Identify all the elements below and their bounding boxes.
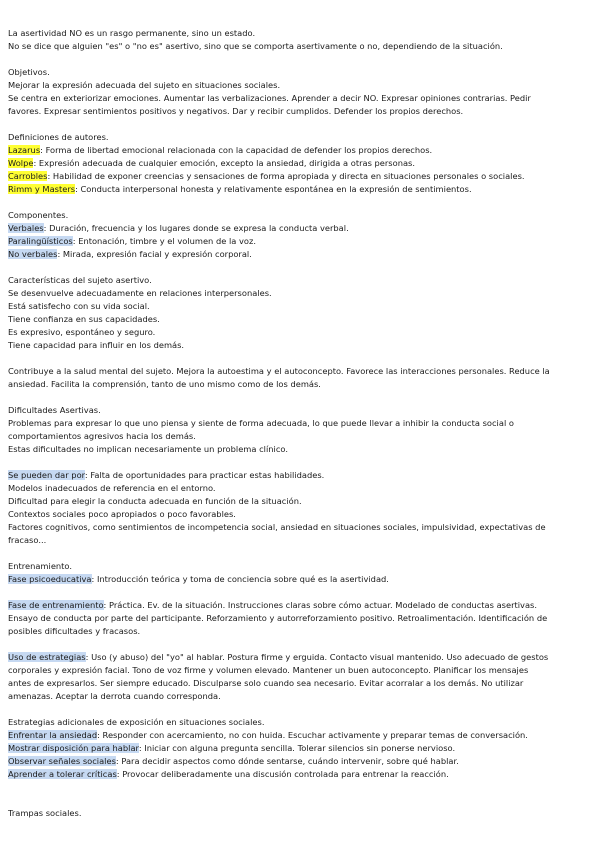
causas-text: : Falta de oportunidades para practicar estas habilidades. [84,470,325,480]
objetivos-section [8,66,594,118]
paragraph-line: corporales y expresión facial. Tono de voz firme y volumen elevado. Mantener un buen autoconcepto. Planificar los mensajes [8,665,529,675]
list-item: Contextos sociales poco apropiados o poco favorables. [8,509,236,519]
strategy-item [8,729,594,742]
paragraph-line: Contribuye a la salud mental del sujeto. Mejora la autoestima y el autoconcepto. Favorece las interacciones personales. Reduce la [8,366,550,376]
component-item [8,235,594,248]
list-item: Factores cognitivos, como sentimientos de incompetencia social, ansiedad en situaciones sociales, impulsividad, expectativas de [8,522,546,532]
paragraph-line: ansiedad. Facilita la comprensión, tanto de uno mismo como de los demás. [8,379,321,389]
highlighted-term: Paralingüísticos [8,236,73,246]
componentes-section [8,209,594,261]
paragraph-line: Ensayo de conducta por parte del participante. Reforzamiento y autorreforzamiento positivo. Retroalimentación. Identificación de [8,613,548,623]
section-heading: Componentes. [8,210,69,220]
strategy-text: : Provocar deliberadamente una discusión controlada para entrenar la reacción. [116,769,449,779]
component-text: : Duración, frecuencia y los lugares donde se expresa la conducta verbal. [43,223,349,233]
phase-item [8,651,594,664]
list-item: Dificultad para elegir la conducta adecuada en función de la situación. [8,496,302,506]
strategy-text: : Responder con acercamiento, no con huida. Escuchar activamente y preparar temas de conversación. [97,730,528,740]
highlighted-term: Fase psicoeducativa [8,574,92,584]
highlighted-term: Aprender a tolerar críticas [8,769,117,779]
list-item: Está satisfecho con su vida social. [8,301,150,311]
list-item: Se desenvuelve adecuadamente en relaciones interpersonales. [8,288,272,298]
highlighted-term: Rimm y Masters [8,184,76,194]
definition-text: : Conducta interpersonal honesta y relativamente espontánea en la expresión de sentimientos. [75,184,472,194]
highlighted-term: Mostrar disposición para hablar [8,743,139,753]
intro-section [8,27,594,53]
definition-item [8,170,594,183]
section-heading: Definiciones de autores. [8,132,109,142]
paragraph-line: Mejorar la expresión adecuada del sujeto en situaciones sociales. [8,80,281,90]
strategy-text: : Iniciar con alguna pregunta sencilla. Tolerar silencios sin ponerse nervioso. [138,743,456,753]
definition-text: : Habilidad de exponer creencias y sensaciones de forma apropiada y directa en situaciones personales o sociales. [47,171,525,181]
paragraph-line: Estas dificultades no implican necesariamente un problema clínico. [8,444,288,454]
definition-item [8,183,594,196]
paragraph-line: Problemas para expresar lo que uno piensa y siente de forma adecuada, lo que puede llevar a inhibir la conducta social o [8,418,514,428]
list-item: Modelos inadecuados de referencia en el entorno. [8,483,216,493]
component-item [8,248,594,261]
definiciones-section [8,131,594,196]
paragraph-line: posibles dificultades y fracasos. [8,626,141,636]
component-item [8,222,594,235]
exposicion-section [8,716,594,781]
list-item: Tiene capacidad para influir en los demás. [8,340,185,350]
phase-text: : Práctica. Ev. de la situación. Instrucciones claras sobre cómo actuar. Modelado de conductas asertivas. [103,600,538,610]
strategy-item [8,755,594,768]
highlighted-term: Se pueden dar por [8,470,85,480]
highlighted-term: Uso de estrategias [8,652,86,662]
phase-item [8,599,594,612]
component-text: : Entonación, timbre y el volumen de la voz. [72,236,256,246]
highlighted-term: Verbales [8,223,44,233]
highlighted-term: No verbales [8,249,58,259]
paragraph-line: comportamientos agresivos hacia los demás. [8,431,196,441]
component-text: : Mirada, expresión facial y expresión corporal. [57,249,252,259]
section-heading: Objetivos. [8,67,50,77]
contribuye-section [8,365,594,391]
fase-entrenamiento-section [8,599,594,638]
list-item: Es expresivo, espontáneo y seguro. [8,327,156,337]
intro-line: La asertividad NO es un rasgo permanente, sino un estado. [8,28,256,38]
estrategias-section [8,651,594,703]
caracteristicas-section [8,274,594,352]
section-heading: Trampas sociales. [8,808,82,818]
dificultades-section [8,404,594,456]
phase-text: : Introducción teórica y toma de conciencia sobre qué es la asertividad. [91,574,389,584]
list-item: fracaso... [8,535,47,545]
strategy-item [8,742,594,755]
section-heading: Características del sujeto asertivo. [8,275,152,285]
definition-item [8,144,594,157]
section-heading: Dificultades Asertivas. [8,405,101,415]
phase-item [8,573,594,586]
section-heading: Estrategias adicionales de exposición en situaciones sociales. [8,717,265,727]
definition-text: : Expresión adecuada de cualquier emoción, excepto la ansiedad, dirigida a otras personas. [33,158,416,168]
highlighted-term: Fase de entrenamiento [8,600,104,610]
paragraph-line: Se centra en exteriorizar emociones. Aumentar las verbalizaciones. Aprender a decir NO. Expresar opiniones contrarias. Pedir [8,93,531,103]
definition-text: : Forma de libertad emocional relacionada con la capacidad de defender los propios derechos. [40,145,433,155]
causas-intro [8,469,594,482]
causas-section [8,469,594,547]
definition-item [8,157,594,170]
trampas-section [8,807,594,820]
intro-line: No se dice que alguien "es" o "no es" asertivo, sino que se comporta asertivamente o no, dependiendo de la situación. [8,41,503,51]
highlighted-term: Carrobles [8,171,48,181]
paragraph-line: amenazas. Aceptar la derrota cuando corresponda. [8,691,221,701]
highlighted-term: Observar señales sociales [8,756,116,766]
document-body [8,27,594,833]
list-item: Tiene confianza en sus capacidades. [8,314,160,324]
entrenamiento-section [8,560,594,586]
phase-text: : Uso (y abuso) del "yo" al hablar. Postura firme y erguida. Contacto visual mantenido. Uso adecuado de gestos [85,652,549,662]
paragraph-line: antes de expresarlos. Ser siempre educado. Disculparse solo cuando sea necesario. Evitar acorralar a los demás. No utilizar [8,678,524,688]
strategy-item [8,768,594,781]
section-heading: Entrenamiento. [8,561,73,571]
highlighted-term: Enfrentar la ansiedad [8,730,98,740]
highlighted-term: Lazarus [8,145,41,155]
highlighted-term: Wolpe [8,158,34,168]
strategy-text: : Para decidir aspectos como dónde sentarse, cuándo intervenir, sobre qué hablar. [115,756,459,766]
paragraph-line: favores. Expresar sentimientos positivos y negativos. Dar y recibir cumplidos. Defender los propios derechos. [8,106,464,116]
